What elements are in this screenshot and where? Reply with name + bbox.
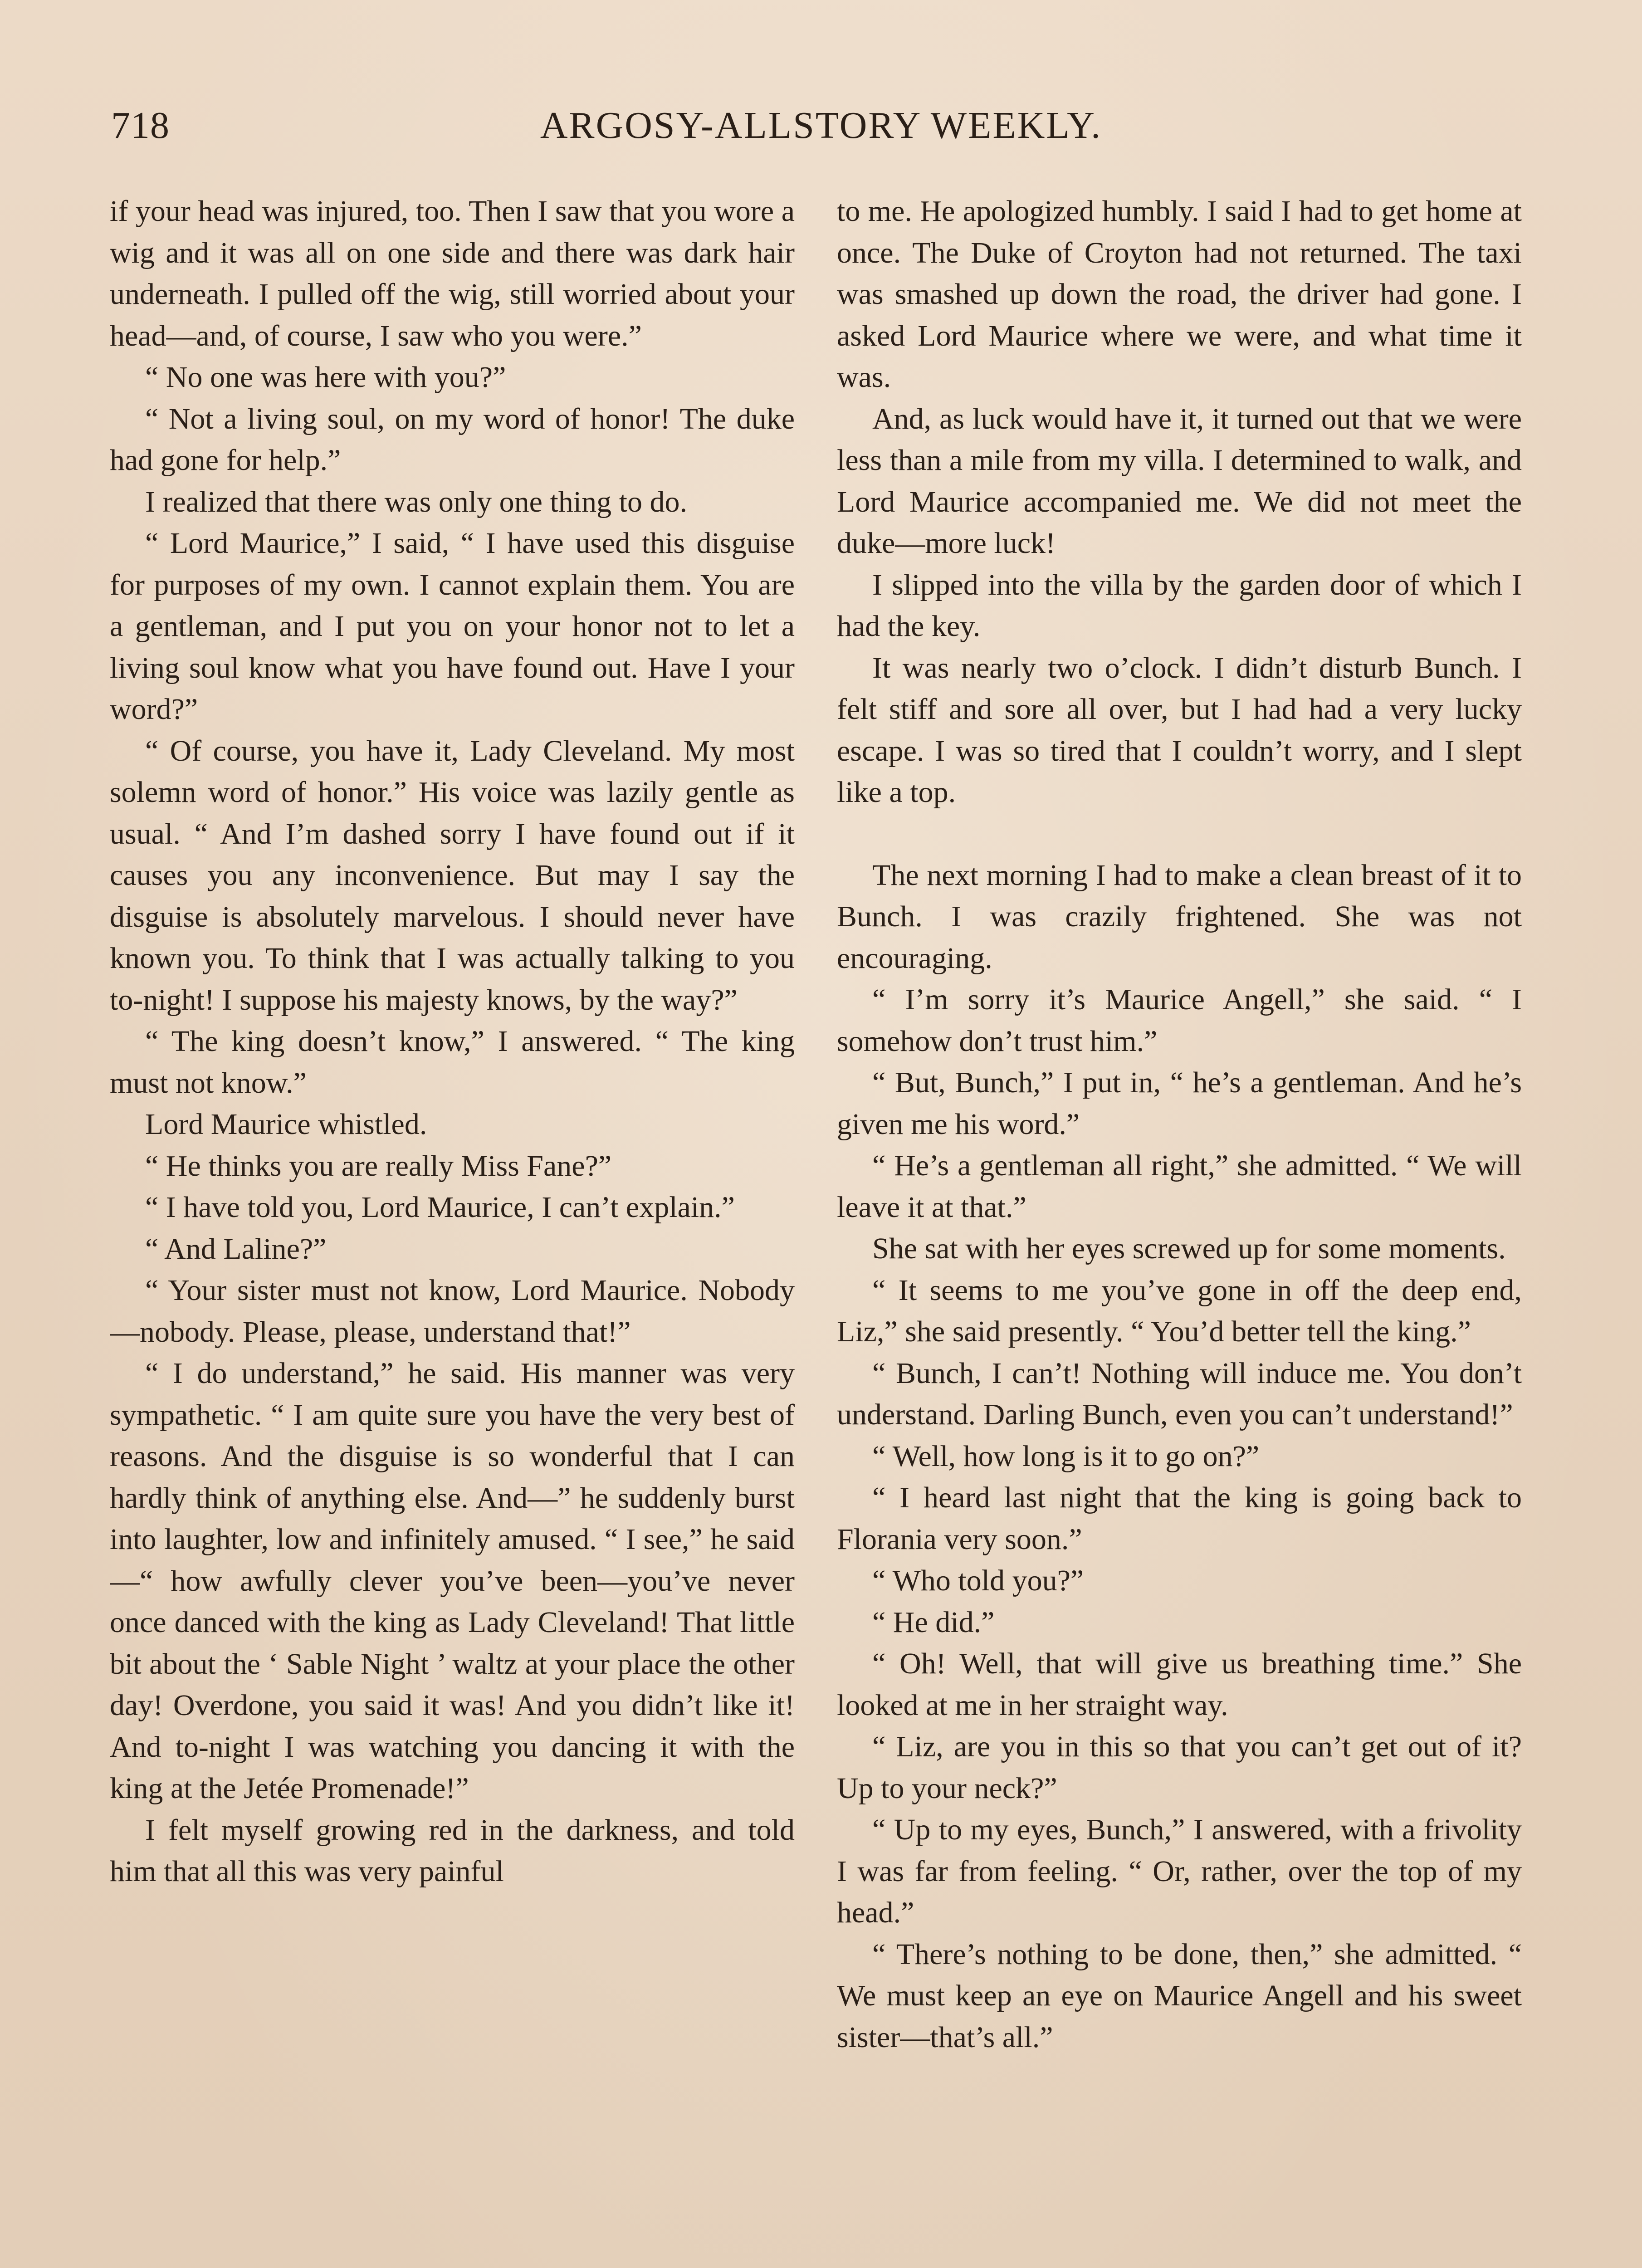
paragraph: “ Up to my eyes, Bunch,” I answered, with a frivolity I was far from feeling. “ Or, rather, over the top of my head.” <box>837 1813 1522 1929</box>
paragraph: “ I have told you, Lord Maurice, I can’t explain.” <box>145 1191 735 1224</box>
paragraph: “ He did.” <box>872 1605 995 1639</box>
paragraph: “ He thinks you are really Miss Fane?” <box>145 1149 612 1183</box>
paragraph: “ But, Bunch,” I put in, “ he’s a gentleman. And he’s given me his word.” <box>837 1066 1522 1141</box>
paragraph: “ Of course, you have it, Lady Cleveland. My most solemn word of honor.” His voice was lazily gentle as usual. “ And I’m dashed sorry I have found out if it causes you any inconvenience. But may I say the disguise is absolutely marvelous. I should never have known you. To think that I was actually talking to you to-night! I suppose his majesty knows, by the way?” <box>110 734 795 1017</box>
paragraph: “ I do understand,” he said. His manner was very sympathetic. “ I am quite sure you have the very best of reasons. And the disguise is so wonderful that I can hardly think of anything else. And—” he suddenly burst into laughter, low and infinitely amused. “ I see,” he said—“ how awfully clever you’ve been—you’ve never once danced with the king as Lady Cleveland! That little bit about the ‘ Sable Night ’ waltz at your place the other day! Overdone, you said it was! And you didn’t like it! And to-night I was watching you dancing it with the king at the Jetée Promenade!” <box>110 1357 795 1805</box>
paragraph: “ No one was here with you?” <box>145 361 506 394</box>
paragraph: “ Bunch, I can’t! Nothing will induce me. You don’t understand. Darling Bunch, even you can’t understand!” <box>837 1356 1522 1431</box>
paragraph: if your head was injured, too. Then I saw that you wore a wig and it was all on one side and there was dark hair underneath. I pulled off the wig, still worried about your head—and, of course, I saw who you were.” <box>110 195 795 352</box>
paragraph: “ Well, how long is it to go on?” <box>872 1439 1260 1473</box>
paragraph: “ I heard last night that the king is going back to Florania very soon.” <box>837 1481 1522 1556</box>
paragraph: And, as luck would have it, it turned out that we were less than a mile from my villa. I determined to walk, and Lord Maurice accompanied me. We did not meet the duke—more luck! <box>837 402 1522 560</box>
paragraph: “ Who told you?” <box>872 1564 1084 1597</box>
left-column <box>110 191 795 2268</box>
paragraph: I felt myself growing red in the darkness, and told him that all this was very painful <box>110 1813 795 1888</box>
paragraph: “ Oh! Well, that will give us breathing time.” She looked at me in her straight way. <box>837 1647 1522 1722</box>
paragraph: “ And Laline?” <box>145 1232 327 1266</box>
paragraph: “ The king doesn’t know,” I answered. “ The king must not know.” <box>110 1025 795 1100</box>
paragraph: It was nearly two o’clock. I didn’t disturb Bunch. I felt stiff and sore all over, but I had had a very lucky escape. I was so tired that I couldn’t worry, and I slept like a top. <box>837 651 1522 809</box>
paragraph: I slipped into the villa by the garden door of which I had the key. <box>837 568 1522 643</box>
paragraph: “ I’m sorry it’s Maurice Angell,” she said. “ I somehow don’t trust him.” <box>837 983 1522 1058</box>
page-number: 718 <box>111 104 170 147</box>
paragraph: “ Lord Maurice,” I said, “ I have used this disguise for purposes of my own. I cannot explain them. You are a gentleman, and I put you on your honor not to let a living soul know what you have found out. Have I your word?” <box>110 527 795 726</box>
paragraph: “ There’s nothing to be done, then,” she admitted. “ We must keep an eye on Maurice Angell and his sweet sister—that’s all.” <box>837 1937 1522 2054</box>
paragraph: The next morning I had to make a clean breast of it to Bunch. I was crazily frightened. She was not encouraging. <box>837 858 1522 975</box>
paragraph: “ He’s a gentleman all right,” she admitted. “ We will leave it at that.” <box>837 1149 1522 1224</box>
paragraph: to me. He apologized humbly. I said I had to get home at once. The Duke of Croyton had not returned. The taxi was smashed up down the road, the driver had gone. I asked Lord Maurice where we were, and what time it was. <box>837 195 1522 394</box>
paragraph: “ It seems to me you’ve gone in off the deep end, Liz,” she said presently. “ You’d better tell the king.” <box>837 1273 1522 1348</box>
running-title: ARGOSY-ALLSTORY WEEKLY. <box>540 104 1102 147</box>
paragraph: Lord Maurice whistled. <box>145 1108 427 1141</box>
paragraph: “ Not a living soul, on my word of honor! The duke had gone for help.” <box>110 402 795 477</box>
paragraph: She sat with her eyes screwed up for some moments. <box>872 1232 1506 1265</box>
right-column <box>837 191 1522 2268</box>
paragraph: “ Liz, are you in this so that you can’t get out of it? Up to your neck?” <box>837 1730 1522 1805</box>
paragraph: I realized that there was only one thing to do. <box>145 485 687 518</box>
page-header <box>111 103 1531 162</box>
paragraph: “ Your sister must not know, Lord Maurice. Nobody—nobody. Please, please, understand that!” <box>110 1274 795 1349</box>
